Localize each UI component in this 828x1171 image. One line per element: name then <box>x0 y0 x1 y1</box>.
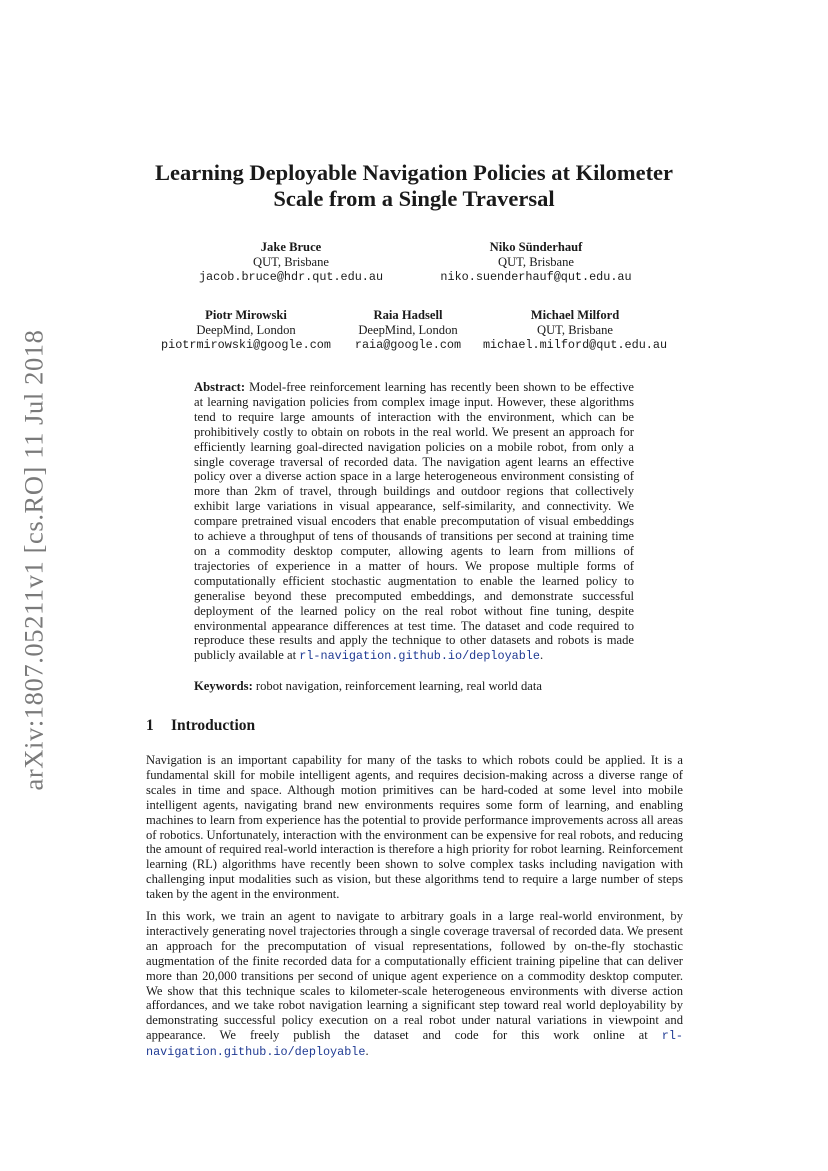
author-email[interactable]: piotrmirowski@google.com <box>161 338 331 353</box>
section-number: 1 <box>146 717 154 734</box>
author-block <box>152 308 340 354</box>
abstract <box>194 380 634 664</box>
author-affiliation: QUT, Brisbane <box>536 323 613 338</box>
author-name: Jake Bruce <box>260 240 322 254</box>
dataset-link[interactable]: rl-navigation.github.io/deployable <box>299 649 540 664</box>
intro-paragraph-end: . <box>365 1044 369 1059</box>
title-line: Scale from a Single Traversal <box>273 186 555 211</box>
intro-paragraph <box>146 909 683 1060</box>
arxiv-identifier: arXiv:1807.05211v1 [cs.RO] 11 Jul 2018 <box>18 329 49 791</box>
author-name: Piotr Mirowski <box>205 308 287 322</box>
author-affiliation: QUT, Brisbane <box>497 255 574 270</box>
paper-title <box>0 160 828 212</box>
section-title: Introduction <box>171 717 256 734</box>
code-link[interactable]: rl-navigation.github.io/deployable <box>146 1029 683 1060</box>
abstract-end: . <box>539 648 544 663</box>
intro-paragraph-text: In this work, we train an agent to navigate to arbitrary goals in a large real-world environment, by interactively generating novel trajectories through a single coverage traversal of recorded data. We present an approach for the precomputation of visual representations, followed by on-the-fly stochastic augmentation of the finite recorded data for a computationally efficient training pipeline that can deliver more than 20,000 transitions per second of unique agent experience on a commodity desktop computer. We show that this technique scales to kilometer-scale heterogeneous environments with diverse action affordances, and we take robot navigation learning a significant step toward real world deployability by demonstrating successful policy execution on a real robot under natural variations in viewpoint and appearance. We freely publish the dataset and code for this work online at <box>146 909 683 1043</box>
author-email[interactable]: raia@google.com <box>354 338 462 353</box>
author-block <box>346 308 470 354</box>
author-affiliation: DeepMind, London <box>358 323 458 338</box>
keywords <box>194 679 634 694</box>
author-email[interactable]: michael.milford@qut.edu.au <box>482 338 668 353</box>
author-affiliation: QUT, Brisbane <box>252 255 329 270</box>
abstract-label: Abstract: <box>194 380 246 394</box>
author-affiliation: DeepMind, London <box>196 323 296 338</box>
arxiv-side-stamp <box>12 320 56 800</box>
keywords-text: robot navigation, reinforcement learning, real world data <box>255 679 542 693</box>
author-name: Niko Sünderhauf <box>489 240 583 254</box>
author-block <box>425 240 647 286</box>
section-heading <box>146 717 255 735</box>
author-name: Michael Milford <box>530 308 620 322</box>
abstract-text: Model-free reinforcement learning has recently been shown to be effective at learning navigation policies from complex image input. However, these algorithms tend to require large amounts of interaction with the environment, which can be prohibitively costly to obtain on robots in the real world. We present an approach for efficiently learning goal-directed navigation policies on a mobile robot, from only a single coverage traversal of recorded data. The navigation agent learns an effective policy over a diverse action space in a large heterogeneous environment consisting of more than 2km of travel, through buildings and outdoor regions that collectively exhibit large variations in visual appearance, self-similarity, and connectivity. We compare pretrained visual encoders that enable precomputation of visual embeddings to achieve a throughput of tens of thousands of transitions per second at training time on a commodity desktop computer, allowing agents to learn from millions of trajectories of experience in a matter of hours. We propose multiple forms of computationally efficient stochastic augmentation to enable the learned policy to generalise beyond these precomputed embeddings, and demonstrate successful deployment of the learned policy on the real robot without fine tuning, despite environmental appearance differences at test time. The dataset and code required to reproduce these results and apply the technique to other datasets and robots is made publicly available at <box>194 380 634 663</box>
title-line: Learning Deployable Navigation Policies at Kilometer <box>154 160 674 185</box>
intro-paragraph: Navigation is an important capability for many of the tasks to which robots could be applied. It is a fundamental skill for mobile intelligent agents, and requires decision-making across a diverse range of scales in time and space. Although motion primitives can be hard-coded at some level into mobile intelligent agents, navigating brand new environments requires some form of learning, and enabling machines to learn from experience has the potential to provide performance improvements across all areas of robotics. Unfortunately, interaction with the environment can be expensive for real robots, and reducing the amount of required real-world interaction is therefore a high priority for robot learning. Reinforcement learning (RL) algorithms have recently been shown to solve complex tasks including navigation with challenging input modalities such as vision, but these algorithms tend to require a large number of steps taken by the agent in the environment. <box>146 753 683 902</box>
keywords-label: Keywords: <box>194 679 253 693</box>
author-email[interactable]: jacob.bruce@hdr.qut.edu.au <box>198 270 384 285</box>
author-block <box>191 240 391 286</box>
author-email[interactable]: niko.suenderhauf@qut.edu.au <box>440 270 632 285</box>
author-name: Raia Hadsell <box>373 308 443 322</box>
author-block <box>476 308 674 354</box>
